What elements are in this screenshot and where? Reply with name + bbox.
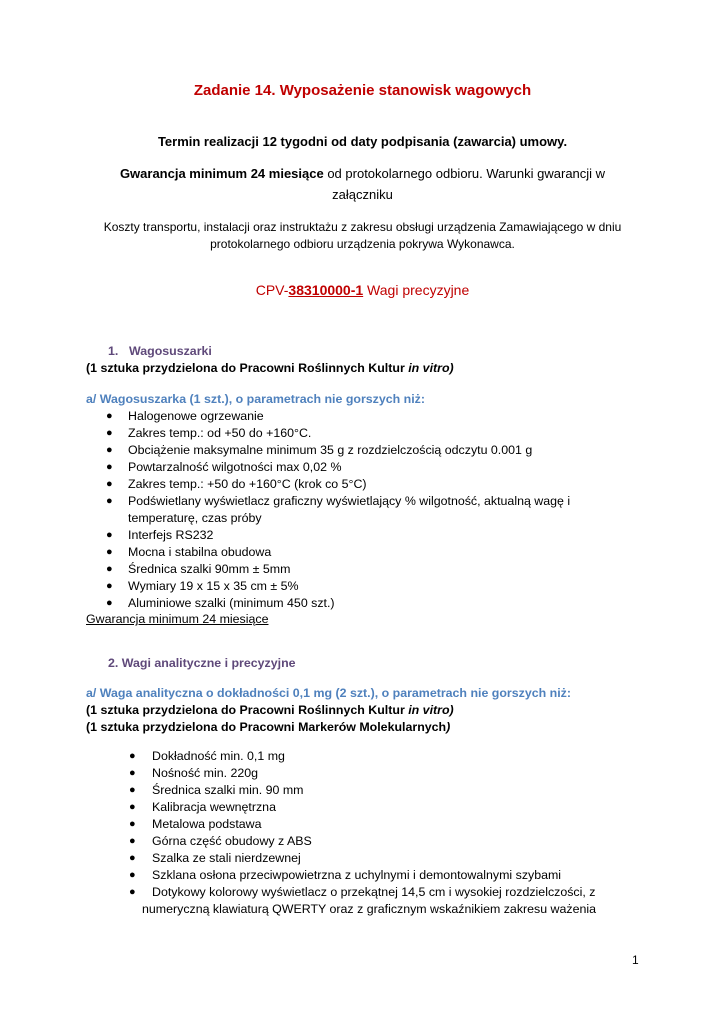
warranty-rest: od protokolarnego odbioru. Warunki gwarancji w: [323, 166, 606, 181]
bullet-icon: ●: [106, 478, 113, 490]
list-item: ● Wymiary 19 x 15 x 35 cm ± 5%: [106, 579, 299, 593]
section2-subheading: a/ Waga analityczna o dokładności 0,1 mg (2 szt.), o parametrach nie gorszych niż:: [86, 686, 571, 700]
section2-heading: 2. Wagi analityczne i precyzyjne: [108, 656, 296, 670]
costs-line2: protokolarnego odbioru urządzenia pokrywa Wykonawca.: [210, 237, 515, 251]
warranty-line2: załączniku: [332, 187, 393, 202]
bullet-icon: ●: [129, 818, 136, 830]
list-item: ● Mocna i stabilna obudowa: [106, 545, 272, 559]
section1-allocation-italic: in vitro): [408, 361, 454, 375]
page-number: 1: [632, 953, 639, 967]
cpv-code: 38310000-1: [288, 282, 364, 298]
deadline-text: Termin realizacji 12 tygodni od daty podpisania (zawarcia) umowy.: [157, 134, 568, 149]
warranty-bold: Gwarancja minimum 24 miesiące: [119, 166, 324, 181]
bullet-icon: ●: [106, 580, 113, 592]
bullet-icon: ●: [129, 767, 136, 779]
list-item: ● Dotykowy kolorowy wyświetlacz o przekątnej 14,5 cm i wysokiej rozdzielczości, z: [129, 885, 596, 899]
section2-allocation2: [86, 720, 450, 734]
bullet-icon: ●: [129, 835, 136, 847]
section2-list: [129, 748, 596, 918]
bullet-icon: ●: [129, 886, 136, 898]
bullet-icon: ●: [106, 563, 113, 575]
bullet-icon: ●: [129, 801, 136, 813]
bullet-icon: ●: [106, 427, 113, 439]
list-item: ● Średnica szalki min. 90 mm: [129, 783, 304, 797]
list-item: ● Dokładność min. 0,1 mg: [129, 749, 285, 763]
bullet-icon: ●: [106, 461, 113, 473]
cpv-line: [0, 282, 725, 298]
warranty-line1: [0, 166, 725, 181]
list-item: ● Halogenowe ogrzewanie: [106, 409, 264, 423]
document-title: Zadanie 14. Wyposażenie stanowisk wagowych: [193, 82, 532, 99]
section1-allocation: [86, 361, 454, 375]
bullet-icon: ●: [106, 529, 113, 541]
list-item: ● Metalowa podstawa: [129, 817, 262, 831]
list-item: ● Górna część obudowy z ABS: [129, 834, 312, 848]
list-item: ● Szklana osłona przeciwpowietrzna z uchylnymi i demontowalnymi szybami: [129, 868, 562, 882]
bullet-icon: ●: [129, 869, 136, 881]
bullet-icon: ●: [106, 495, 113, 507]
section2-allocation1-italic: in vitro): [408, 703, 454, 717]
list-item: ● Szalka ze stali nierdzewnej: [129, 851, 301, 865]
section1-heading: Wagosuszarki: [129, 344, 212, 358]
section2-allocation2-text: (1 sztuka przydzielona do Pracowni Markerów Molekularnych: [86, 720, 447, 734]
cpv-suffix: Wagi precyzyjne: [363, 282, 470, 298]
list-item: ● Aluminiowe szalki (minimum 450 szt.): [106, 596, 335, 610]
list-item: ● Zakres temp.: +50 do +160°C (krok co 5°C): [106, 477, 367, 491]
bullet-icon: ●: [106, 597, 113, 609]
bullet-icon: ●: [106, 444, 113, 456]
list-item: ● Średnica szalki 90mm ± 5mm: [106, 562, 291, 576]
section2-allocation2-italic: ): [446, 720, 451, 734]
section1-number: 1.: [108, 344, 119, 358]
bullet-icon: ●: [106, 546, 113, 558]
bullet-icon: ●: [106, 410, 113, 422]
section1-warranty: Gwarancja minimum 24 miesiące: [86, 612, 269, 626]
bullet-icon: ●: [129, 784, 136, 796]
list-item: ● Podświetlany wyświetlacz graficzny wyświetlający % wilgotność, aktualną wagę i: [106, 494, 571, 508]
list-item: ● Obciążenie maksymalne minimum 35 g z rozdzielczością odczytu 0.001 g: [106, 443, 533, 457]
section1-subheading: a/ Wagosuszarka (1 szt.), o parametrach nie gorszych niż:: [86, 392, 425, 406]
list-item: ● Zakres temp.: od +50 do +160°C.: [106, 426, 312, 440]
list-item: ● Interfejs RS232: [106, 528, 214, 542]
costs-line1: Koszty transportu, instalacji oraz instruktażu z zakresu obsługi urządzenia Zamawiającego w dniu: [103, 220, 622, 234]
bullet-icon: ●: [129, 852, 136, 864]
section2-allocation1-text: (1 sztuka przydzielona do Pracowni Roślinnych Kultur: [86, 703, 409, 717]
list-item-continuation: numeryczną klawiaturą QWERTY oraz z graficznym wskaźnikiem zakresu ważenia: [142, 902, 597, 916]
cpv-prefix: CPV-: [255, 282, 289, 298]
list-item-continuation: temperaturę, czas próby: [128, 511, 262, 525]
section1-list: [106, 408, 570, 612]
bullet-icon: ●: [129, 750, 136, 762]
list-item: ● Kalibracja wewnętrzna: [129, 800, 276, 814]
list-item: ● Powtarzalność wilgotności max 0,02 %: [106, 460, 342, 474]
section1-allocation-text: (1 sztuka przydzielona do Pracowni Roślinnych Kultur: [86, 361, 409, 375]
list-item: ● Nośność min. 220g: [129, 766, 259, 780]
section2-allocation1: [86, 703, 454, 717]
